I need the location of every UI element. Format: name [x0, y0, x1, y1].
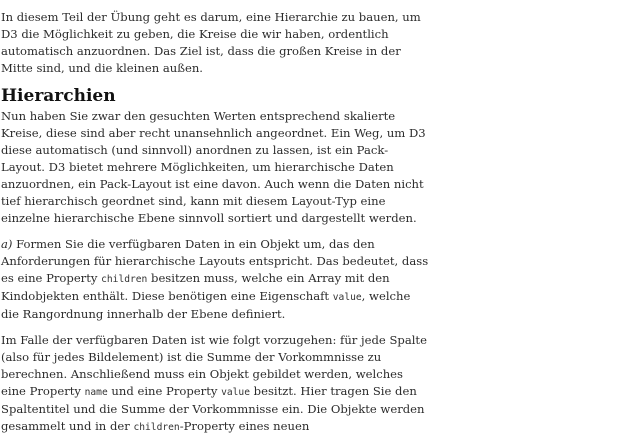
- code-name: name: [84, 387, 108, 398]
- task-a-label: a): [1, 237, 13, 251]
- code-children: children: [101, 274, 148, 285]
- section-paragraph-3: [1, 332, 431, 436]
- task-a-text-1: Formen Sie die verfügbaren Daten in ein Objekt um, das den Anforderungen für hierarchische Layouts entspricht. Das bedeutet, dass es eine Property: [1, 237, 429, 285]
- code-value-2: value: [221, 387, 250, 398]
- paragraph-3-text-4: -Property eines neuen: [179, 419, 310, 433]
- code-children-2: children: [133, 422, 180, 433]
- paragraph-3-text-1: Im Falle der verfügbaren Daten ist wie folgt vorzugehen: für jede Spalte (also für jedes Bildelement) ist die Summe der Vorkommnisse zu berechnen. Anschließend muss ein Objekt gebildet werden, welches eine Property: [1, 333, 427, 398]
- task-a-text-3: , welche die Rangordnung innerhalb der Ebene definiert.: [1, 289, 411, 321]
- paragraph-3-text-3: besitzt. Hier tragen Sie den Spaltentitel und die Summe der Vorkommnisse ein. Die Objekte werden gesammelt und in der: [1, 384, 425, 433]
- section-paragraph-1: Nun haben Sie zwar den gesuchten Werten entsprechend skalierte Kreise, diese sind aber recht unansehnlich angeordnet. Ein Weg, um D3 diese automatisch (und sinnvoll) anordnen zu lassen, ist ein Pack-Layout. D3 bietet mehrere Möglichkeiten, um hierarchische Daten anzuordnen, ein Pack-Layout ist eine davon. Auch wenn die Daten nicht tief hierarchisch geordnet sind, kann mit diesem Layout-Typ eine einzelne hierarchische Ebene sinnvoll sortiert und dargestellt werden.: [1, 109, 426, 225]
- document-content: [1, 9, 431, 436]
- intro-paragraph: In diesem Teil der Übung geht es darum, eine Hierarchie zu bauen, um D3 die Möglichkeit zu geben, die Kreise die wir haben, ordentlich automatisch anzuordnen. Das Ziel ist, dass die großen Kreise in der Mitte sind, und die kleinen außen.: [1, 10, 421, 75]
- task-a-text-2: besitzen muss, welche ein Array mit den Kindobjekten enthält. Diese benötigen eine Eigenschaft: [1, 271, 390, 303]
- section-heading: Hierarchien: [1, 86, 116, 106]
- task-a-paragraph: [1, 236, 431, 323]
- code-value: value: [332, 292, 362, 303]
- paragraph-3-text-2: und eine Property: [107, 384, 222, 398]
